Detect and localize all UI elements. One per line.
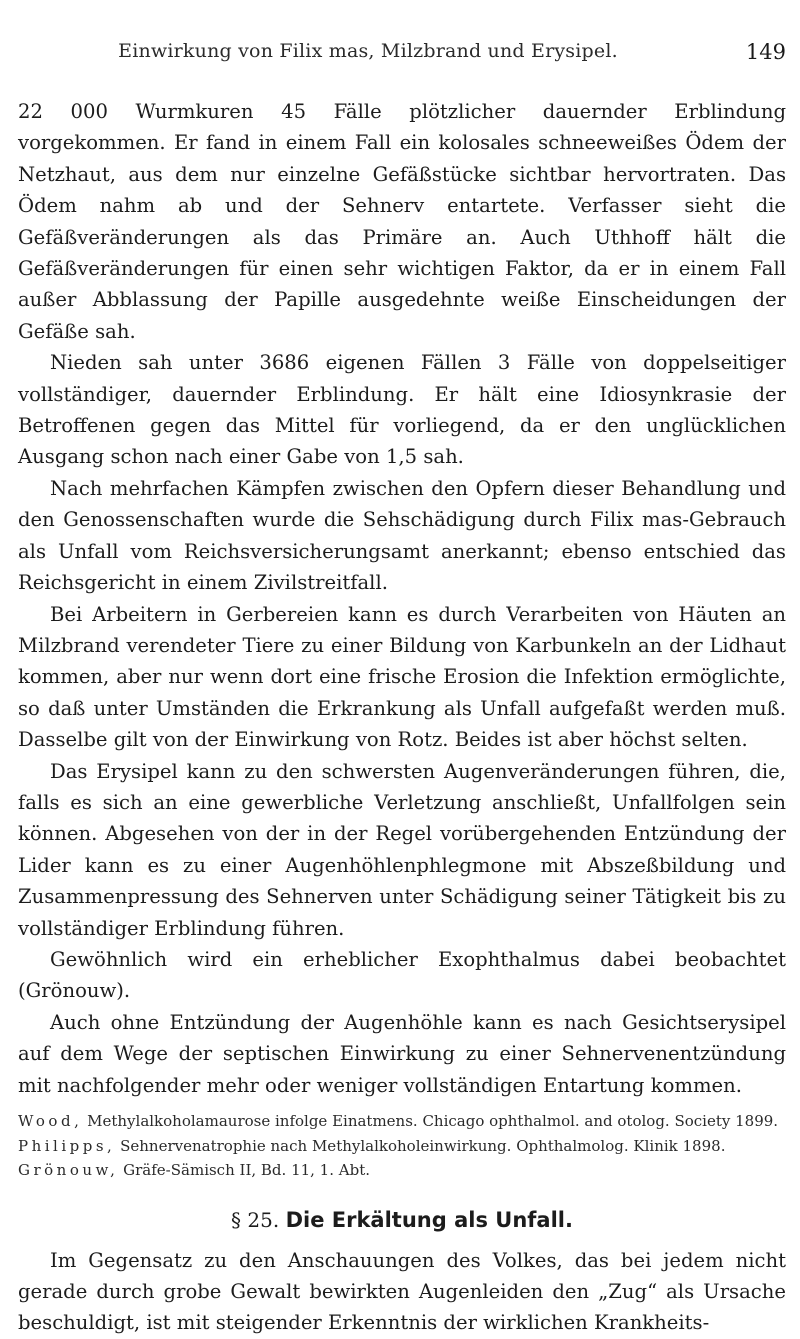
- paragraph: Nach mehrfachen Kämpfen zwischen den Opfern dieser Behandlung und den Genossenschaften wurde die Sehschädigung durch Filix mas-Gebrauch als Unfall vom Reichsversicherungsamt anerkannt; ebenso entschied das Reichsgericht in einem Zivilstreitfall.: [18, 476, 786, 595]
- paragraph: Bei Arbeitern in Gerbereien kann es durch Verarbeiten von Häuten an Milzbrand verendeter Tiere zu einer Bildung von Karbunkeln an der Lidhaut kommen, aber nur wenn dort eine frische Erosion die Infektion ermöglichte, so daß unter Umständen die Erkrankung als Unfall aufgefaßt werden muß. Dasselbe gilt von der Einwirkung von Rotz. Beides ist aber höchst selten.: [18, 602, 786, 752]
- reference-entry: [18, 1109, 786, 1134]
- reference-text: Methylalkoholamaurose infolge Einatmens. Chicago ophthalmol. and otolog. Society 1899.: [87, 1112, 779, 1130]
- running-title: Einwirkung von Filix mas, Milzbrand und Erysipel.: [118, 40, 618, 62]
- section-title: Die Erkältung als Unfall.: [285, 1207, 573, 1232]
- paragraph: Auch ohne Entzündung der Augenhöhle kann es nach Gesichtserysipel auf dem Wege der septischen Einwirkung zu einer Sehnervenentzündung mit nachfolgender mehr oder weniger vollständigen Entartung kommen.: [18, 1010, 786, 1097]
- references: [18, 1109, 786, 1183]
- page-number: 149: [745, 40, 786, 64]
- paragraph: Im Gegensatz zu den Anschauungen des Volkes, das bei jedem nicht gerade durch grobe Gewalt bewirkten Augenleiden den „Zug“ als Ursache beschuldigt, ist mit steigender Erkenntnis der wirklichen Krankheits-: [18, 1248, 786, 1335]
- section-heading: [18, 1205, 786, 1235]
- reference-entry: [18, 1158, 786, 1183]
- reference-author: Grönouw,: [18, 1161, 119, 1179]
- reference-author: Wood,: [18, 1112, 83, 1130]
- reference-text: Gräfe-Sämisch II, Bd. 11, 1. Abt.: [123, 1161, 370, 1179]
- body-text: [18, 96, 786, 1339]
- reference-entry: [18, 1134, 786, 1159]
- reference-text: Sehnervenatrophie nach Methylalkoholeinwirkung. Ophthalmolog. Klinik 1898.: [120, 1136, 726, 1155]
- paragraph: Gewöhnlich wird ein erheblicher Exophthalmus dabei beobachtet (Grönouw).: [18, 947, 786, 1003]
- book-page: [18, 0, 786, 1335]
- section-number: § 25.: [231, 1207, 280, 1232]
- paragraph: Das Erysipel kann zu den schwersten Augenveränderungen führen, die, falls es sich an eine gewerbliche Verletzung anschließt, Unfallfolgen sein können. Abgesehen von der in der Regel vorübergehenden Entzündung der Lider kann es zu einer Augenhöhlenphlegmone mit Abszeßbildung und Zusammenpressung des Sehnerven unter Schädigung seiner Tätigkeit bis zu vollständiger Erblindung führen.: [18, 759, 786, 940]
- running-head: [18, 40, 786, 70]
- reference-author: Philipps,: [18, 1136, 116, 1155]
- paragraph: 22 000 Wurmkuren 45 Fälle plötzlicher dauernder Erblindung vorgekommen. Er fand in einem Fall ein kolosales schneeweißes Ödem der Netzhaut, aus dem nur einzelne Gefäßstücke sichtbar hervortraten. Das Ödem nahm ab und der Sehnerv entartete. Verfasser sieht die Gefäßveränderungen als das Primäre an. Auch Uthhoff hält die Gefäßveränderungen für einen sehr wichtigen Faktor, da er in einem Fall außer Abblassung der Papille ausgedehnte weiße Einscheidungen der Gefäße sah.: [18, 100, 786, 343]
- paragraph: Nieden sah unter 3686 eigenen Fällen 3 Fälle von doppelseitiger vollständiger, dauernder Erblindung. Er hält eine Idiosynkrasie der Betroffenen gegen das Mittel für vorliegend, da er den unglücklichen Ausgang schon nach einer Gabe von 1,5 sah.: [18, 351, 786, 469]
